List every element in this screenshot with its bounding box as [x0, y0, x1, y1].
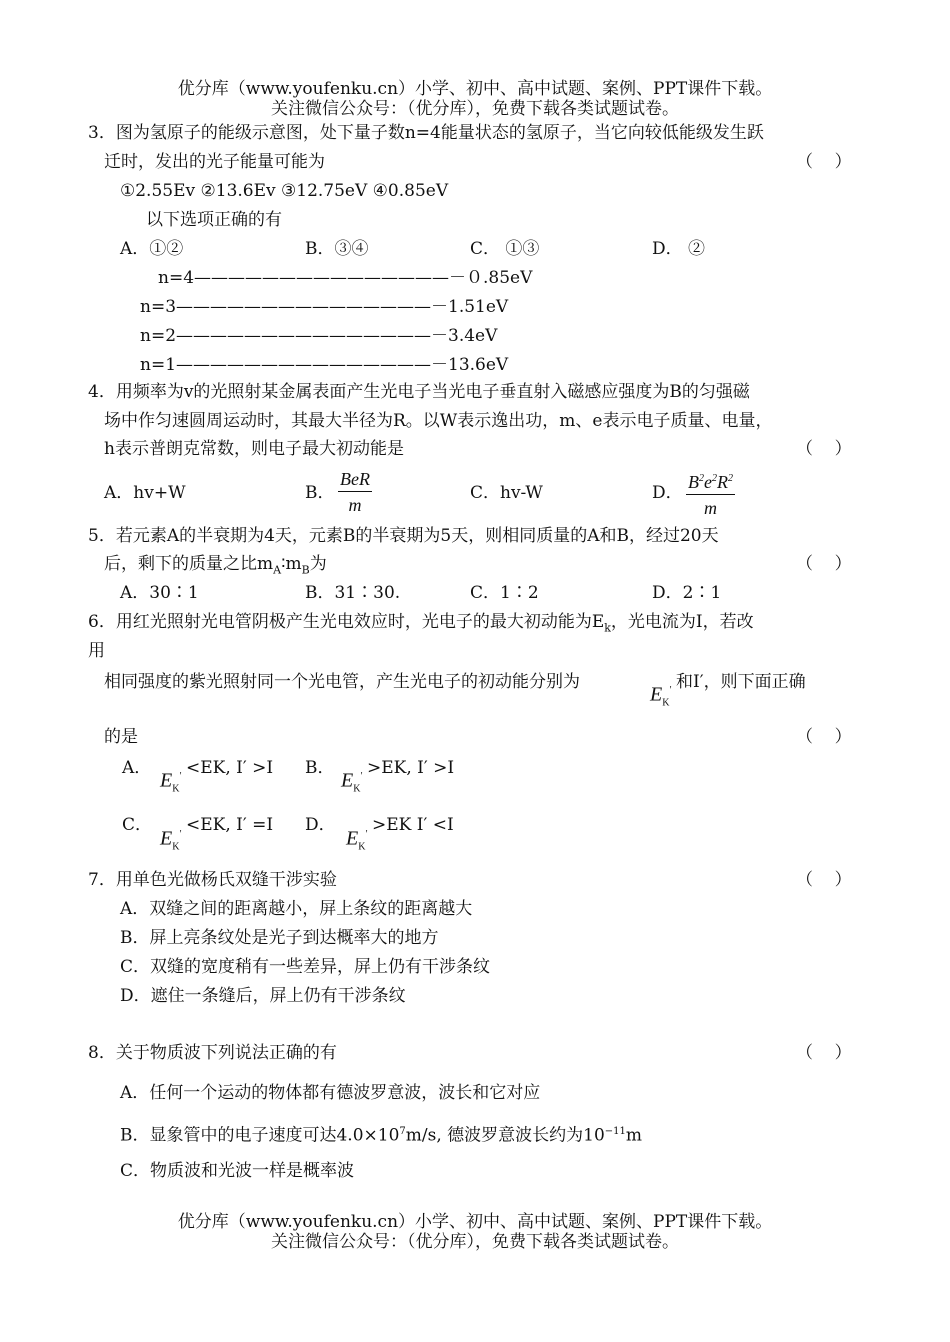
q4-option-b-label: B．: [305, 483, 335, 503]
q5-answer-blank: （ ）: [796, 554, 852, 574]
q4-option-d-label: D．: [652, 483, 683, 503]
footer-line-2: 关注微信公众号：（优分库），免费下载各类试题试卷。: [271, 1232, 679, 1252]
q6-stem-line-2: 用: [88, 641, 105, 661]
q6-option-a-label: A．: [122, 758, 152, 778]
ek-prime-symbol: $E_K'$: [160, 769, 182, 795]
q7-option-a: A．双缝之间的距离越小，屏上条纹的距离越大: [120, 899, 473, 919]
fraction-numerator: BeR: [338, 467, 372, 492]
ek-prime-symbol: $E_K'$: [341, 769, 363, 795]
q8-option-c: C．物质波和光波一样是概率波: [120, 1161, 355, 1181]
q3-option-a: A．①②: [120, 239, 184, 259]
q4-stem-line-2: 场中作匀速圆周运动时，其最大半径为R。以W表示逸出功，m、e表示电子质量、电量，: [104, 411, 773, 431]
q3-option-b: B．③④: [305, 239, 369, 259]
q5-option-a: A．30∶1: [120, 583, 199, 603]
q3-option-c: C． ①③: [470, 239, 540, 259]
energy-level-n3: n=3———————————————－1.51eV: [140, 297, 509, 317]
q6-option-c-text: <EK, I′ =I: [186, 815, 274, 835]
fraction-numerator: $B^2e^2R^2$: [686, 467, 735, 495]
footer-line-1: 优分库（www.youfenku.cn）小学、初中、高中试题、案例、PPT课件下载。: [177, 1212, 773, 1232]
q7-option-b: B．屏上亮条纹处是光子到达概率大的地方: [120, 928, 439, 948]
q6-stem-line-3: 相同强度的紫光照射同一个光电管，产生光电子的初动能分别为: [104, 672, 580, 692]
q7-answer-blank: （ ）: [796, 870, 852, 890]
q3-stem-line-1: 3．图为氢原子的能级示意图，处下量子数n=4能量状态的氢原子，当它向较低能级发生跃: [88, 123, 764, 143]
q6-stem-line-1: 6．用红光照射光电管阴极产生光电效应时，光电子的最大初动能为$E_k$，光电流为I，若改: [88, 612, 754, 635]
energy-level-n4: n=4———————————————－０.85eV: [158, 268, 533, 288]
q4-stem-line-1: 4．用频率为v的光照射某金属表面产生光电子当光电子垂直射入磁感应强度为B的匀强磁: [88, 382, 750, 402]
q4-answer-blank: （ ）: [796, 439, 852, 459]
q4-stem-line-3: h表示普朗克常数，则电子最大初动能是: [104, 439, 404, 459]
ek-prime-symbol: $E_K'$: [160, 827, 182, 853]
fraction-denominator: m: [704, 498, 717, 518]
q5-stem-line-1: 5．若元素A的半衰期为4天，元素B的半衰期为5天，则相同质量的A和B，经过20天: [88, 526, 719, 546]
q6-option-d-text: >EK I′ <I: [372, 815, 454, 835]
q3-items: ①2.55Ev ②13.6Ev ③12.75eV ④0.85eV: [120, 181, 449, 201]
q4-option-c: C．hv-W: [470, 483, 543, 503]
q4-option-b-fraction: [338, 467, 372, 518]
q6-option-a-text: <EK, I′ >I: [186, 758, 274, 778]
q7-option-c: C．双缝的宽度稍有一些差异，屏上仍有干涉条纹: [120, 957, 491, 977]
header-line-2: 关注微信公众号：（优分库），免费下载各类试题试卷。: [271, 99, 679, 119]
header-line-1: 优分库（www.youfenku.cn）小学、初中、高中试题、案例、PPT课件下载。: [177, 79, 773, 99]
q8-option-b: B．显象管中的电子速度可达$4.0\times 10^7m/s$, 德波罗意波长约为$10^{-11}m$: [120, 1125, 643, 1146]
q6-option-b-label: B．: [305, 758, 335, 778]
q8-answer-blank: （ ）: [796, 1043, 852, 1063]
q8-option-a: A．任何一个运动的物体都有德波罗意波，波长和它对应: [120, 1083, 541, 1103]
q7-option-d: D．遮住一条缝后，屏上仍有干涉条纹: [120, 986, 406, 1006]
energy-level-n1: n=1———————————————－13.6eV: [140, 355, 509, 375]
q3-stem-line-2: 迁时，发出的光子能量可能为: [104, 152, 325, 172]
q3-answer-blank: （ ）: [796, 152, 852, 172]
q6-option-d-label: D．: [305, 815, 336, 835]
q4-option-d-fraction: [686, 467, 735, 521]
q3-option-d: D． ②: [652, 239, 706, 259]
q6-stem-line-4: 的是: [104, 727, 138, 747]
q6-answer-blank: （ ）: [796, 727, 852, 747]
q4-option-a: A．hv+W: [104, 483, 186, 503]
q3-prompt: 以下选项正确的有: [146, 210, 282, 230]
ek-prime-symbol: $E_K'$: [650, 683, 672, 709]
q6-option-c-label: C．: [122, 815, 153, 835]
q5-option-c: C．1∶2: [470, 583, 539, 603]
q7-stem: 7．用单色光做杨氏双缝干涉实验: [88, 870, 337, 890]
q5-option-b: B．31∶30.: [305, 583, 401, 603]
q8-stem: 8．关于物质波下列说法正确的有: [88, 1043, 337, 1063]
q6-stem-line-3-end: 和I′，则下面正确: [676, 672, 806, 692]
fraction-denominator: m: [348, 495, 362, 515]
q5-stem-line-2: 后，剩下的质量之比$m_A∶m_B$为: [104, 554, 327, 577]
energy-level-n2: n=2———————————————－3.4eV: [140, 326, 498, 346]
ek-prime-symbol: $E_K'$: [346, 827, 368, 853]
q6-option-b-text: >EK, I′ >I: [367, 758, 455, 778]
q5-option-d: D．2∶1: [652, 583, 722, 603]
